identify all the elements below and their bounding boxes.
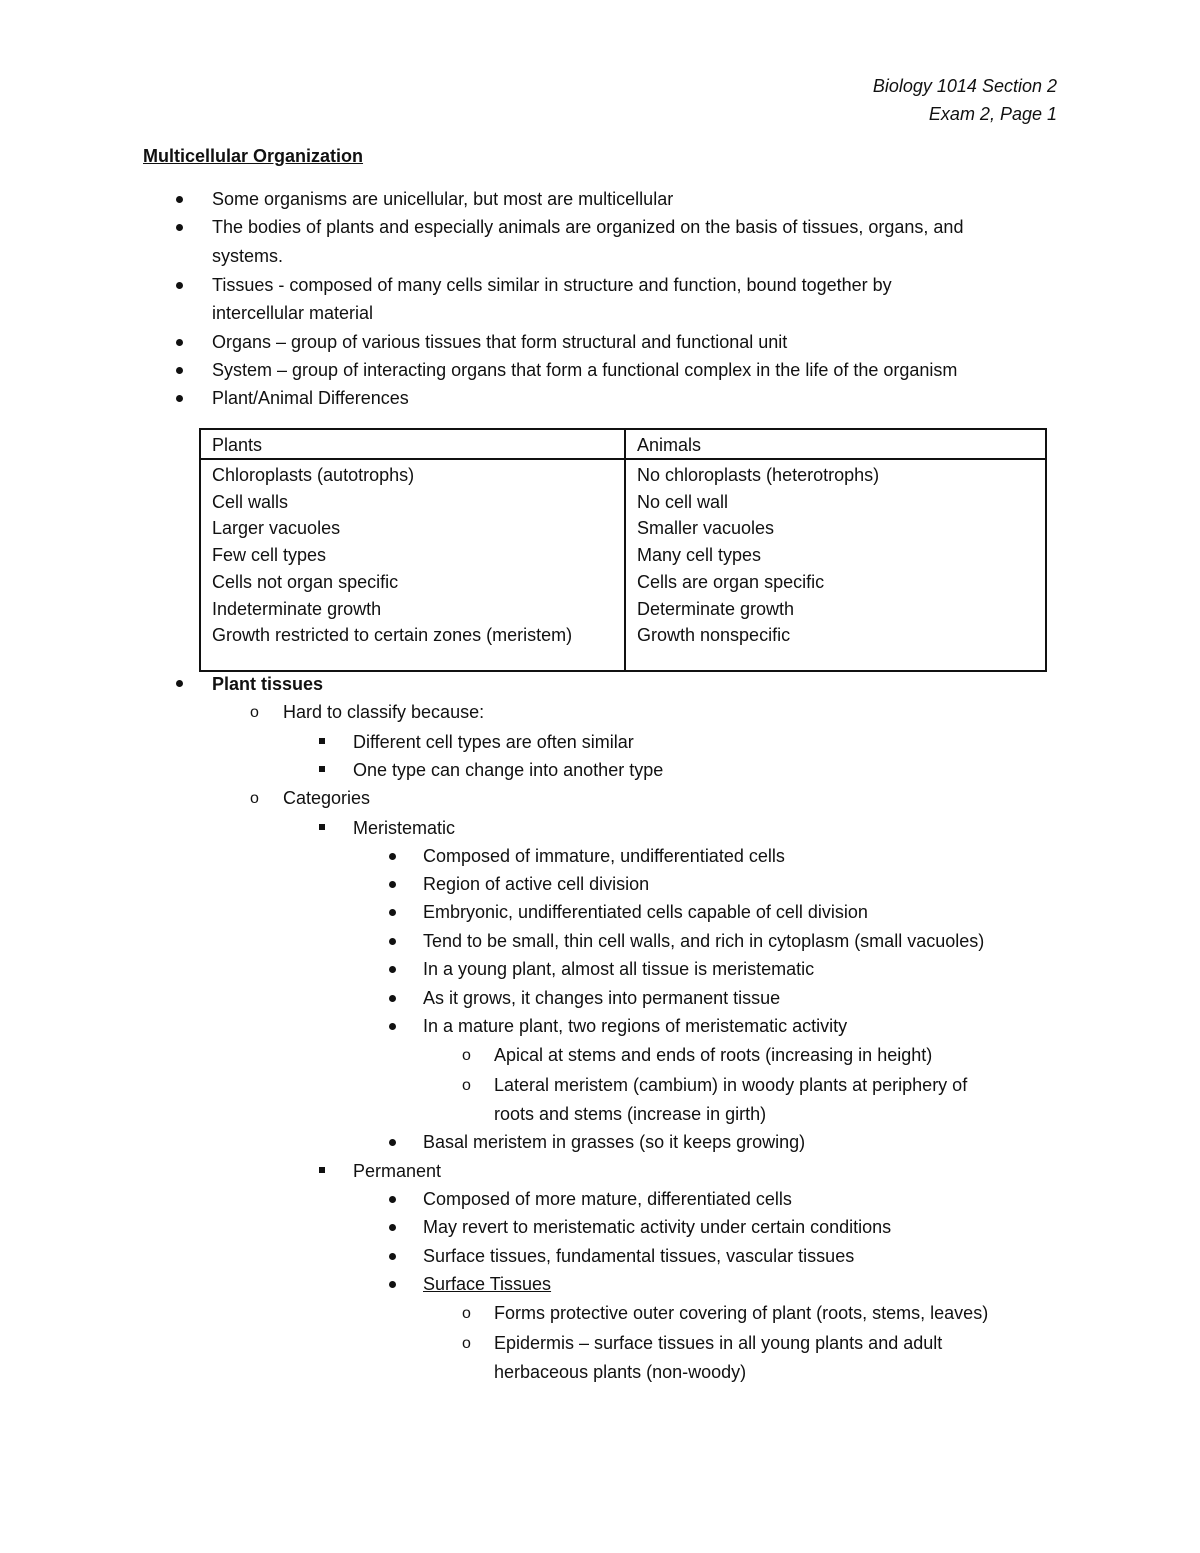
bullet-dot — [389, 909, 396, 916]
bullet-dot — [176, 367, 183, 374]
bullet-dot — [389, 1023, 396, 1030]
circle-bullet-icon: o — [462, 1335, 471, 1352]
plant-tissues-heading: Plant tissues — [212, 674, 324, 694]
animals-trait: Growth nonspecific — [637, 625, 791, 646]
plants-trait: Cells not organ specific — [212, 571, 399, 592]
intro-bullet-3-cont: intercellular material — [212, 303, 374, 323]
intro-bullet-2-cont: systems. — [212, 246, 284, 266]
bullet-dot — [389, 1224, 396, 1231]
meristem-sub-point-cont: roots and stems (increase in girth) — [494, 1104, 767, 1124]
bullet-dot — [389, 1196, 396, 1203]
hard-to-classify: Hard to classify because: — [283, 702, 485, 722]
circle-bullet-icon: o — [250, 790, 259, 807]
intro-bullet-4: Organs – group of various tissues that form structural and functional unit — [212, 332, 788, 352]
bullet-dot — [389, 938, 396, 945]
meristematic-label: Meristematic — [353, 818, 456, 838]
bullet-dot — [389, 1281, 396, 1288]
intro-bullet-3: Tissues - composed of many cells similar in structure and function, bound together by — [212, 275, 892, 295]
plants-cell — [200, 459, 625, 671]
header-course: Biology 1014 Section 2 — [872, 76, 1057, 96]
circle-bullet-icon: o — [250, 704, 259, 721]
meristem-sub-point: Apical at stems and ends of roots (increasing in height) — [494, 1045, 933, 1065]
animals-cell — [625, 459, 1046, 671]
square-bullet-icon — [319, 1167, 325, 1173]
square-bullet-icon — [319, 766, 325, 772]
meristematic-point: Region of active cell division — [423, 874, 650, 894]
plant-animal-table — [199, 428, 1047, 672]
bullet-dot — [176, 196, 183, 203]
table-header-plants: Plants — [200, 429, 625, 459]
plants-trait: Few cell types — [212, 545, 327, 566]
table-row — [200, 459, 1046, 671]
square-bullet-icon — [319, 824, 325, 830]
meristematic-point: In a mature plant, two regions of meristematic activity — [423, 1016, 848, 1036]
header-page: Exam 2, Page 1 — [928, 104, 1057, 124]
bullet-dot — [389, 881, 396, 888]
bullet-dot — [176, 339, 183, 346]
plants-trait: Chloroplasts (autotrophs) — [212, 465, 415, 485]
intro-bullet-1: Some organisms are unicellular, but most are multicellular — [212, 189, 674, 209]
bullet-dot — [176, 680, 183, 687]
meristematic-point: Tend to be small, thin cell walls, and rich in cytoplasm (small vacuoles) — [423, 931, 985, 951]
circle-bullet-icon: o — [462, 1047, 471, 1064]
reason-2: One type can change into another type — [353, 760, 664, 780]
meristematic-point: In a young plant, almost all tissue is meristematic — [423, 959, 815, 979]
bullet-dot — [389, 995, 396, 1002]
intro-bullet-2: The bodies of plants and especially animals are organized on the basis of tissues, organs, and — [212, 217, 964, 237]
surface-tissues-label: Surface Tissues — [423, 1274, 552, 1294]
animals-trait: Smaller vacuoles — [637, 518, 775, 539]
circle-bullet-icon: o — [462, 1077, 471, 1094]
meristem-sub-point: Lateral meristem (cambium) in woody plants at periphery of — [494, 1075, 968, 1095]
animals-trait: Determinate growth — [637, 598, 795, 619]
plants-trait: Larger vacuoles — [212, 518, 341, 539]
reason-1: Different cell types are often similar — [353, 732, 634, 752]
bullet-dot — [389, 853, 396, 860]
section-title: Multicellular Organization — [143, 146, 364, 166]
surface-point: Epidermis – surface tissues in all young plants and adult — [494, 1333, 943, 1353]
bullet-dot — [176, 224, 183, 231]
meristematic-point: Composed of immature, undifferentiated cells — [423, 846, 785, 866]
intro-bullet-6: Plant/Animal Differences — [212, 388, 409, 408]
bullet-dot — [389, 1253, 396, 1260]
plants-trait: Growth restricted to certain zones (meristem) — [212, 625, 573, 646]
surface-point-cont: herbaceous plants (non-woody) — [494, 1362, 747, 1382]
meristematic-point: As it grows, it changes into permanent tissue — [423, 988, 781, 1008]
permanent-point: Composed of more mature, differentiated cells — [423, 1189, 792, 1209]
plants-trait: Cell walls — [212, 491, 289, 512]
animals-trait: No chloroplasts (heterotrophs) — [637, 465, 880, 485]
categories-label: Categories — [283, 788, 371, 808]
bullet-dot — [176, 282, 183, 289]
bullet-dot — [389, 966, 396, 973]
surface-point: Forms protective outer covering of plant (roots, stems, leaves) — [494, 1303, 989, 1323]
animals-trait: Cells are organ specific — [637, 571, 825, 592]
animals-trait: Many cell types — [637, 545, 762, 566]
circle-bullet-icon: o — [462, 1305, 471, 1322]
permanent-point: Surface tissues, fundamental tissues, vascular tissues — [423, 1246, 855, 1266]
intro-bullet-5: System – group of interacting organs that form a functional complex in the life of the organism — [212, 360, 958, 380]
table-header-row — [200, 429, 1046, 459]
animals-trait: No cell wall — [637, 491, 729, 512]
square-bullet-icon — [319, 738, 325, 744]
plants-trait: Indeterminate growth — [212, 598, 382, 619]
permanent-point: May revert to meristematic activity under certain conditions — [423, 1217, 892, 1237]
basal-meristem: Basal meristem in grasses (so it keeps growing) — [423, 1132, 806, 1152]
bullet-dot — [176, 395, 183, 402]
permanent-label: Permanent — [353, 1161, 442, 1181]
meristematic-point: Embryonic, undifferentiated cells capable of cell division — [423, 902, 868, 922]
bullet-dot — [389, 1139, 396, 1146]
table-header-animals: Animals — [625, 429, 1046, 459]
